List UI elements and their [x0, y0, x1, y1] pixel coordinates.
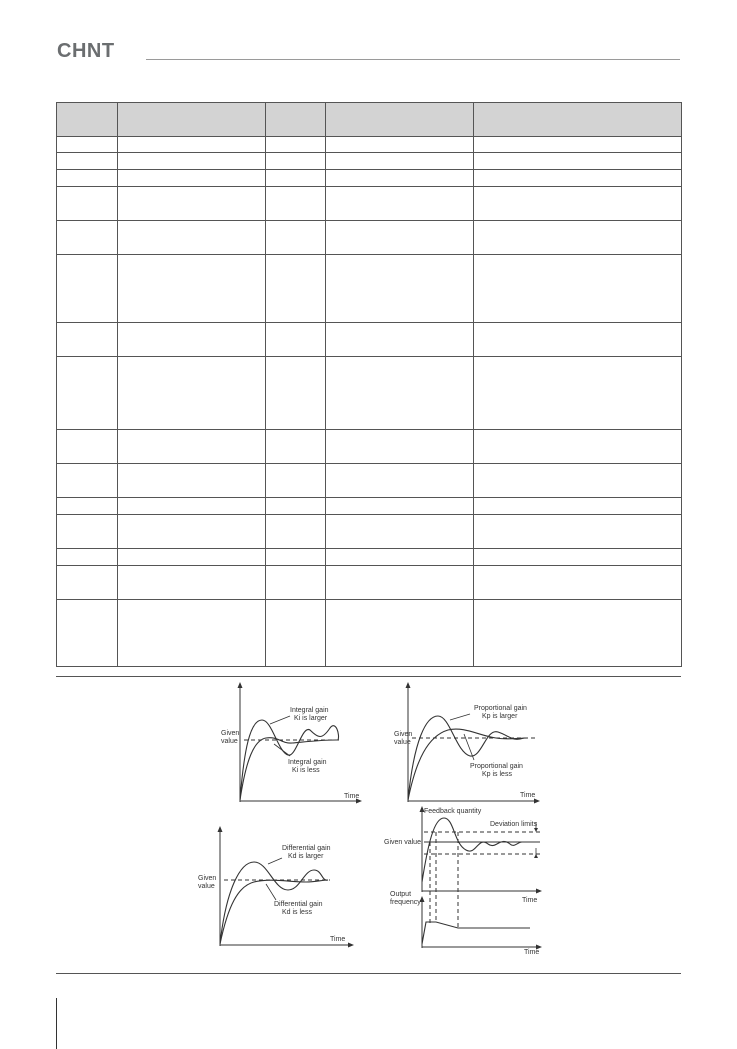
ki-larger-label: Integral gain Ki is larger: [290, 707, 329, 722]
time-label: Time: [520, 792, 536, 799]
header-rule: [146, 59, 680, 60]
table-row: [57, 430, 682, 464]
deviation-limits-label: Deviation limits: [490, 821, 538, 828]
kd-less-label: Differential gain Kd is less: [274, 901, 323, 916]
time-label-bottom: Time: [524, 949, 540, 956]
table-header-cell: [474, 103, 682, 137]
table-row: [57, 357, 682, 430]
table-row: [57, 137, 682, 153]
table-row: [57, 566, 682, 600]
differential-gain-figure: [196, 824, 356, 950]
table-row: [57, 515, 682, 549]
table-header-cell: [118, 103, 266, 137]
given-value-label: Given value: [384, 839, 421, 846]
kp-larger-label: Proportional gain Kp is larger: [474, 705, 527, 720]
integral-gain-figure: [210, 680, 370, 810]
proportional-gain-figure: [388, 680, 548, 810]
table-row: [57, 255, 682, 323]
table-header-cell: [57, 103, 118, 137]
time-label: Time: [344, 793, 360, 800]
footer-rule: [56, 973, 681, 974]
time-label-top: Time: [522, 897, 538, 904]
table-row: [57, 187, 682, 221]
section-rule-top: [56, 676, 681, 677]
table-row: [57, 153, 682, 170]
table-header-cell: [326, 103, 474, 137]
table-row: [57, 600, 682, 667]
given-value-label: Given value: [394, 731, 413, 746]
table-row: [57, 498, 682, 515]
feedback-deviation-figure: [384, 804, 544, 958]
given-value-label: Given value: [198, 875, 217, 890]
chint-logo: CHNT: [57, 40, 115, 62]
page-margin-bar: [56, 998, 57, 1049]
ki-less-label: Integral gain Ki is less: [288, 759, 327, 774]
table-header-cell: [266, 103, 326, 137]
kp-less-label: Proportional gain Kp is less: [470, 763, 523, 778]
time-label: Time: [330, 936, 346, 943]
table-row: [57, 323, 682, 357]
parameter-table: [56, 102, 682, 667]
table-row: [57, 221, 682, 255]
table-row: [57, 170, 682, 187]
output-frequency-label: Output frequency: [390, 891, 421, 906]
given-value-label: Given value: [221, 730, 240, 745]
table-header-row: [57, 103, 682, 137]
feedback-quantity-label: Feedback quantity: [424, 808, 482, 815]
table-row: [57, 549, 682, 566]
table-row: [57, 464, 682, 498]
kd-larger-label: Differential gain Kd is larger: [282, 845, 331, 860]
